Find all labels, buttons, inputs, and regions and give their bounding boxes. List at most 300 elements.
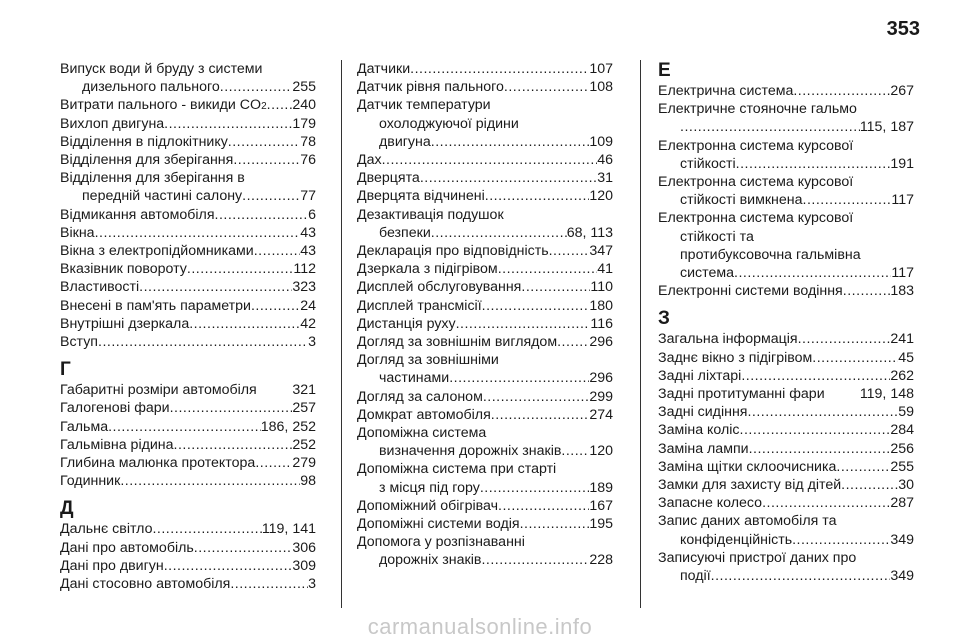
index-column-3	[658, 60, 914, 608]
index-entry	[60, 575, 316, 593]
page-ref: 255	[292, 79, 316, 96]
entry-text: Вказівник повороту	[60, 261, 187, 278]
entry-line	[658, 567, 914, 585]
dot-leader	[680, 118, 860, 136]
entry-text: Відділення для зберігання в	[60, 170, 245, 187]
dot-leader	[792, 531, 890, 549]
entry-text: Відділення для зберігання	[60, 152, 234, 169]
page-ref: 252	[292, 436, 316, 453]
page-ref: 274	[589, 406, 613, 423]
page-ref: 59	[898, 404, 914, 421]
page-ref: 262	[890, 367, 914, 384]
entry-line	[658, 173, 914, 191]
entry-line	[60, 224, 316, 242]
index-entry	[658, 458, 914, 476]
page-ref: 109	[589, 133, 613, 150]
page-ref: 321	[292, 382, 316, 399]
page-number: 353	[886, 18, 920, 40]
entry-line	[658, 100, 914, 118]
entry-text: Вихлоп двигуна	[60, 115, 165, 132]
index-entry	[60, 399, 316, 417]
entry-text: Дезактивація подушок	[357, 206, 504, 223]
index-entry	[658, 330, 914, 348]
entry-text: стійкості	[680, 155, 736, 172]
dot-leader	[267, 96, 293, 114]
index-entry	[60, 260, 316, 278]
entry-text: Внесені в пам'ять параметри	[60, 297, 251, 314]
entry-line	[357, 115, 613, 133]
dot-leader	[557, 333, 589, 351]
index-entry	[357, 96, 613, 151]
entry-text: стійкості вимкнена	[680, 192, 803, 209]
entry-line	[357, 479, 613, 497]
page-ref: 228	[589, 552, 613, 569]
page-ref: 299	[589, 388, 613, 405]
dot-leader	[491, 406, 590, 424]
page-ref: 78	[300, 133, 316, 150]
index-entry	[658, 82, 914, 100]
entry-line	[60, 539, 316, 557]
entry-line	[60, 418, 316, 436]
dot-leader	[164, 557, 293, 575]
page-ref: 119, 148	[859, 386, 914, 403]
page-ref: 347	[589, 243, 613, 260]
entry-line: Витрати пального - викиди CO 2 ..... 240	[60, 96, 316, 114]
page-ref: 255	[890, 458, 914, 475]
page-ref: 117	[891, 265, 914, 282]
page-ref: 287	[890, 495, 914, 512]
page-ref: 107	[589, 61, 613, 77]
index-entry	[658, 137, 914, 173]
entry-line	[357, 424, 613, 442]
index-entry	[60, 539, 316, 557]
dot-leader	[449, 369, 589, 387]
entry-text: Дальнє світло	[60, 521, 153, 538]
page-ref: 30	[898, 477, 914, 494]
entry-text: протибуксовочна гальмівна	[680, 246, 861, 263]
dot-leader	[242, 187, 300, 205]
entry-text: Домкрат автомобіля	[357, 406, 491, 423]
entry-text: передній частині салону	[82, 188, 243, 205]
index-entry	[60, 381, 316, 399]
page-ref: 117	[891, 192, 914, 209]
dot-leader	[215, 206, 309, 224]
dot-leader	[382, 151, 598, 169]
entry-line	[658, 330, 914, 348]
dot-leader	[498, 260, 598, 278]
entry-line	[357, 297, 613, 315]
page-ref: 43	[300, 243, 316, 260]
entry-text: Допоміжна система при старті	[357, 461, 557, 478]
entry-line	[658, 264, 914, 282]
entry-text: двигуна	[379, 133, 431, 150]
dot-leader	[836, 458, 890, 476]
entry-line	[357, 260, 613, 278]
section-letter: Е	[658, 60, 671, 81]
page-ref: 41	[597, 261, 613, 278]
dot-leader	[841, 476, 898, 494]
index-entry	[60, 297, 316, 315]
index-entry	[60, 224, 316, 242]
entry-line	[60, 187, 316, 205]
entry-text: Електрична система	[658, 83, 794, 99]
index-entry	[60, 60, 316, 96]
index-entry	[357, 187, 613, 205]
page-ref: 3	[308, 576, 316, 593]
dot-leader	[108, 418, 261, 436]
entry-text: Витрати пального - викиди CO	[60, 97, 262, 114]
index-entry	[60, 557, 316, 575]
dot-leader	[233, 151, 300, 169]
entry-line	[357, 133, 613, 151]
entry-line	[658, 137, 914, 155]
entry-text: Гальма	[60, 418, 109, 435]
entry-text: Вступ	[60, 334, 98, 351]
page-ref: 110	[590, 279, 613, 296]
entry-line	[357, 206, 613, 224]
entry-text: Заміна лампи	[658, 440, 749, 457]
entry-line	[357, 497, 613, 515]
entry-line	[658, 440, 914, 458]
dot-leader	[95, 224, 301, 242]
entry-text: Допоміжний обігрівач	[357, 497, 498, 514]
entry-line	[60, 133, 316, 151]
entry-line	[60, 115, 316, 133]
index-entry	[60, 472, 316, 490]
entry-text: Запис даних автомобіля та	[658, 513, 837, 530]
page-ref: 24	[300, 297, 316, 314]
index-entry	[357, 78, 613, 96]
entry-line	[357, 442, 613, 460]
entry-line	[357, 187, 613, 205]
entry-text: Загальна інформація	[658, 331, 798, 348]
page-ref: 45	[898, 349, 914, 366]
index-entry	[60, 96, 316, 114]
entry-text: Гальмівна рідина	[60, 436, 174, 453]
entry-text: Дах	[357, 152, 382, 169]
entry-line	[60, 520, 316, 538]
index-entry	[357, 388, 613, 406]
entry-line	[658, 458, 914, 476]
dot-leader	[410, 60, 589, 78]
page-ref: 240	[292, 97, 316, 114]
section-letter: Д	[60, 498, 74, 520]
dot-leader	[793, 82, 890, 100]
entry-line	[658, 246, 914, 264]
entry-text: Догляд за салоном	[357, 388, 483, 405]
entry-text: Допоміжна система	[357, 425, 487, 442]
index-entry	[658, 494, 914, 512]
index-entry	[658, 349, 914, 367]
index-column-2	[357, 60, 613, 608]
entry-line	[357, 224, 613, 242]
index-entry	[357, 533, 613, 569]
index-entry	[658, 440, 914, 458]
page-ref: 256	[890, 440, 914, 457]
page-ref: 195	[589, 516, 613, 533]
entry-text: Догляд за зовнішнім виглядом	[357, 334, 558, 351]
page-ref: 309	[292, 557, 316, 574]
entry-text: Задні ліхтарі	[658, 367, 742, 384]
dot-leader	[431, 224, 567, 242]
entry-line	[60, 78, 316, 96]
entry-line	[357, 78, 613, 96]
entry-text: охолоджуючої рідини	[379, 115, 519, 132]
page-ref: 116	[590, 315, 613, 332]
section-letter: З	[658, 308, 670, 330]
entry-text: Дані про автомобіль	[60, 539, 194, 556]
entry-text: Допомога у розпізнаванні	[357, 534, 525, 551]
dot-leader	[431, 133, 590, 151]
entry-text: безпеки	[379, 224, 431, 241]
entry-text: Дзеркала з підігрівом	[357, 261, 498, 278]
dot-leader	[485, 187, 590, 205]
page-ref: 68, 113	[566, 224, 613, 241]
dot-leader	[561, 442, 589, 460]
index-entry	[357, 497, 613, 515]
index-entry	[60, 333, 316, 351]
page-ref: 183	[890, 283, 914, 300]
entry-line	[60, 472, 316, 490]
dot-leader	[747, 403, 898, 421]
entry-line	[658, 155, 914, 173]
dot-leader	[98, 333, 308, 351]
entry-line	[60, 151, 316, 169]
dot-leader	[174, 436, 293, 454]
entry-text: Внутрішні дзеркала	[60, 315, 190, 332]
entry-line	[357, 406, 613, 424]
index-entry	[60, 133, 316, 151]
entry-line	[357, 460, 613, 478]
index-entry	[357, 460, 613, 496]
page-ref: 43	[300, 224, 316, 241]
index-entry	[658, 173, 914, 209]
dot-leader	[139, 278, 292, 296]
entry-line	[658, 228, 914, 246]
index-entry	[658, 549, 914, 585]
index-entry	[658, 421, 914, 439]
section-letter: Г	[60, 359, 71, 381]
dot-leader	[736, 155, 891, 173]
dot-leader	[254, 242, 301, 260]
entry-line	[60, 333, 316, 351]
index-entry	[357, 515, 613, 533]
entry-line	[357, 60, 613, 78]
entry-line	[658, 209, 914, 227]
entry-line	[60, 278, 316, 296]
dot-leader	[482, 297, 590, 315]
entry-line	[658, 421, 914, 439]
index-entry	[60, 454, 316, 472]
dot-leader	[255, 454, 292, 472]
entry-line	[60, 315, 316, 333]
entry-text: Відділення в підлокітнику	[60, 133, 228, 150]
entry-line	[60, 557, 316, 575]
dot-leader	[230, 575, 308, 593]
dot-leader	[504, 78, 589, 96]
entry-text: Заднє вікно з підігрівом	[658, 349, 813, 366]
index-entry	[357, 242, 613, 260]
entry-line	[357, 315, 613, 333]
entry-line	[357, 533, 613, 551]
index-entry	[357, 278, 613, 296]
entry-line	[357, 333, 613, 351]
entry-line	[357, 551, 613, 569]
dot-leader	[120, 472, 300, 490]
page-ref: 191	[890, 155, 914, 172]
index-entry	[60, 242, 316, 260]
entry-line	[658, 494, 914, 512]
entry-text: стійкості та	[680, 228, 754, 245]
entry-line	[658, 549, 914, 567]
entry-text: Дисплей трансмісії	[357, 297, 482, 314]
entry-line	[60, 381, 316, 399]
dot-leader	[812, 349, 898, 367]
dot-leader	[549, 242, 590, 260]
entry-line	[60, 206, 316, 224]
index-entry	[357, 424, 613, 460]
entry-line	[60, 169, 316, 187]
entry-text: Габаритні розміри автомобіля	[60, 382, 257, 399]
page-ref: 46	[597, 152, 613, 169]
entry-text: Догляд за зовнішніми	[357, 352, 499, 369]
entry-text: конфіденційність	[680, 531, 793, 548]
page-ref: 186, 252	[260, 418, 316, 435]
page-ref: 167	[589, 497, 613, 514]
dot-leader	[164, 115, 292, 133]
page-ref: 257	[292, 400, 316, 417]
entry-line	[60, 399, 316, 417]
entry-text: частинами	[379, 370, 450, 387]
page-ref: 306	[292, 539, 316, 556]
entry-text: Дверцята	[357, 170, 420, 187]
entry-line	[658, 367, 914, 385]
index-entry	[357, 151, 613, 169]
page-ref: 31	[597, 170, 613, 187]
index-entry	[357, 406, 613, 424]
index-entry	[60, 418, 316, 436]
entry-line	[658, 191, 914, 209]
dot-leader	[251, 297, 300, 315]
dot-leader	[798, 330, 891, 348]
index-entry	[60, 520, 316, 538]
entry-text: Дверцята відчинені	[357, 188, 485, 205]
dot-leader	[220, 78, 293, 96]
entry-text: Датчики	[357, 61, 411, 77]
entry-text: Дані про двигун	[60, 557, 164, 574]
dot-leader	[228, 133, 300, 151]
page-ref: 119, 141	[261, 521, 316, 538]
entry-line	[357, 151, 613, 169]
page-ref: 279	[292, 455, 316, 472]
entry-text: Заміна коліс	[658, 422, 740, 439]
entry-line	[658, 512, 914, 530]
index-entry	[60, 278, 316, 296]
page-ref: 3	[308, 334, 316, 351]
page-ref: 77	[300, 188, 316, 205]
index-entry	[60, 436, 316, 454]
entry-text: Допоміжні системи водія	[357, 516, 520, 533]
entry-line	[357, 242, 613, 260]
page-ref: 115, 187	[859, 119, 914, 136]
entry-line	[658, 403, 914, 421]
index-entry	[357, 333, 613, 351]
entry-text: Замки для захисту від дітей	[658, 477, 842, 494]
index-entry	[357, 206, 613, 242]
entry-text: Задні сидіння	[658, 404, 748, 421]
index-entry	[658, 100, 914, 136]
entry-text: Електронна система курсової	[658, 174, 854, 191]
dot-leader	[843, 282, 891, 300]
entry-text: Електричне стояночне гальмо	[658, 101, 857, 118]
dot-leader	[762, 494, 890, 512]
page-ref: 349	[890, 531, 914, 548]
index-entry	[357, 169, 613, 187]
entry-text: Декларація про відповідність	[357, 243, 549, 260]
entry-text: Випуск води й бруду з системи	[60, 61, 263, 77]
entry-line	[60, 454, 316, 472]
index-entry	[60, 115, 316, 133]
dot-leader	[803, 191, 892, 209]
dot-leader	[741, 367, 890, 385]
index-entry	[357, 60, 613, 78]
watermark: carmanualsonline.info	[367, 614, 593, 639]
dot-leader	[734, 264, 891, 282]
page-ref: 349	[890, 568, 914, 585]
entry-line	[60, 297, 316, 315]
page-ref: 241	[890, 331, 914, 348]
entry-text: Галогенові фари	[60, 400, 170, 417]
entry-text: дорожніх знаків	[379, 552, 482, 569]
entry-text: система	[680, 265, 734, 282]
entry-text: Дистанція руху	[357, 315, 456, 332]
page-ref: 284	[890, 422, 914, 439]
entry-line	[357, 278, 613, 296]
entry-line	[357, 351, 613, 369]
entry-text: Вікна	[60, 224, 95, 241]
index-entry	[357, 297, 613, 315]
entry-text: події	[680, 568, 711, 585]
index-entry	[658, 367, 914, 385]
entry-text: дизельного пального	[82, 79, 220, 96]
page-ref: 76	[300, 152, 316, 169]
page-ref: 120	[589, 188, 613, 205]
entry-text: Відмикання автомобіля	[60, 206, 215, 223]
page-ref: 108	[589, 79, 613, 96]
dot-leader	[480, 479, 589, 497]
dot-leader	[170, 399, 293, 417]
index-entry	[658, 282, 914, 300]
page-ref: 189	[589, 479, 613, 496]
entry-text: Електронні системи водіння	[658, 283, 843, 300]
entry-text: визначення дорожніх знаків	[379, 443, 562, 460]
dot-leader	[420, 169, 597, 187]
entry-line	[658, 282, 914, 300]
entry-text: Датчик рівня пального	[357, 79, 504, 96]
page-ref: 296	[589, 370, 613, 387]
entry-line	[60, 436, 316, 454]
page-ref: 296	[589, 334, 613, 351]
entry-text: Записуючі пристрої даних про	[658, 549, 857, 566]
dot-leader	[749, 440, 891, 458]
index-entry	[357, 260, 613, 278]
entry-line	[658, 531, 914, 549]
entry-line	[357, 515, 613, 533]
dot-leader	[521, 278, 590, 296]
index-entry	[658, 385, 914, 403]
entry-text: Дисплей обслуговування	[357, 279, 522, 296]
dot-leader	[483, 388, 589, 406]
